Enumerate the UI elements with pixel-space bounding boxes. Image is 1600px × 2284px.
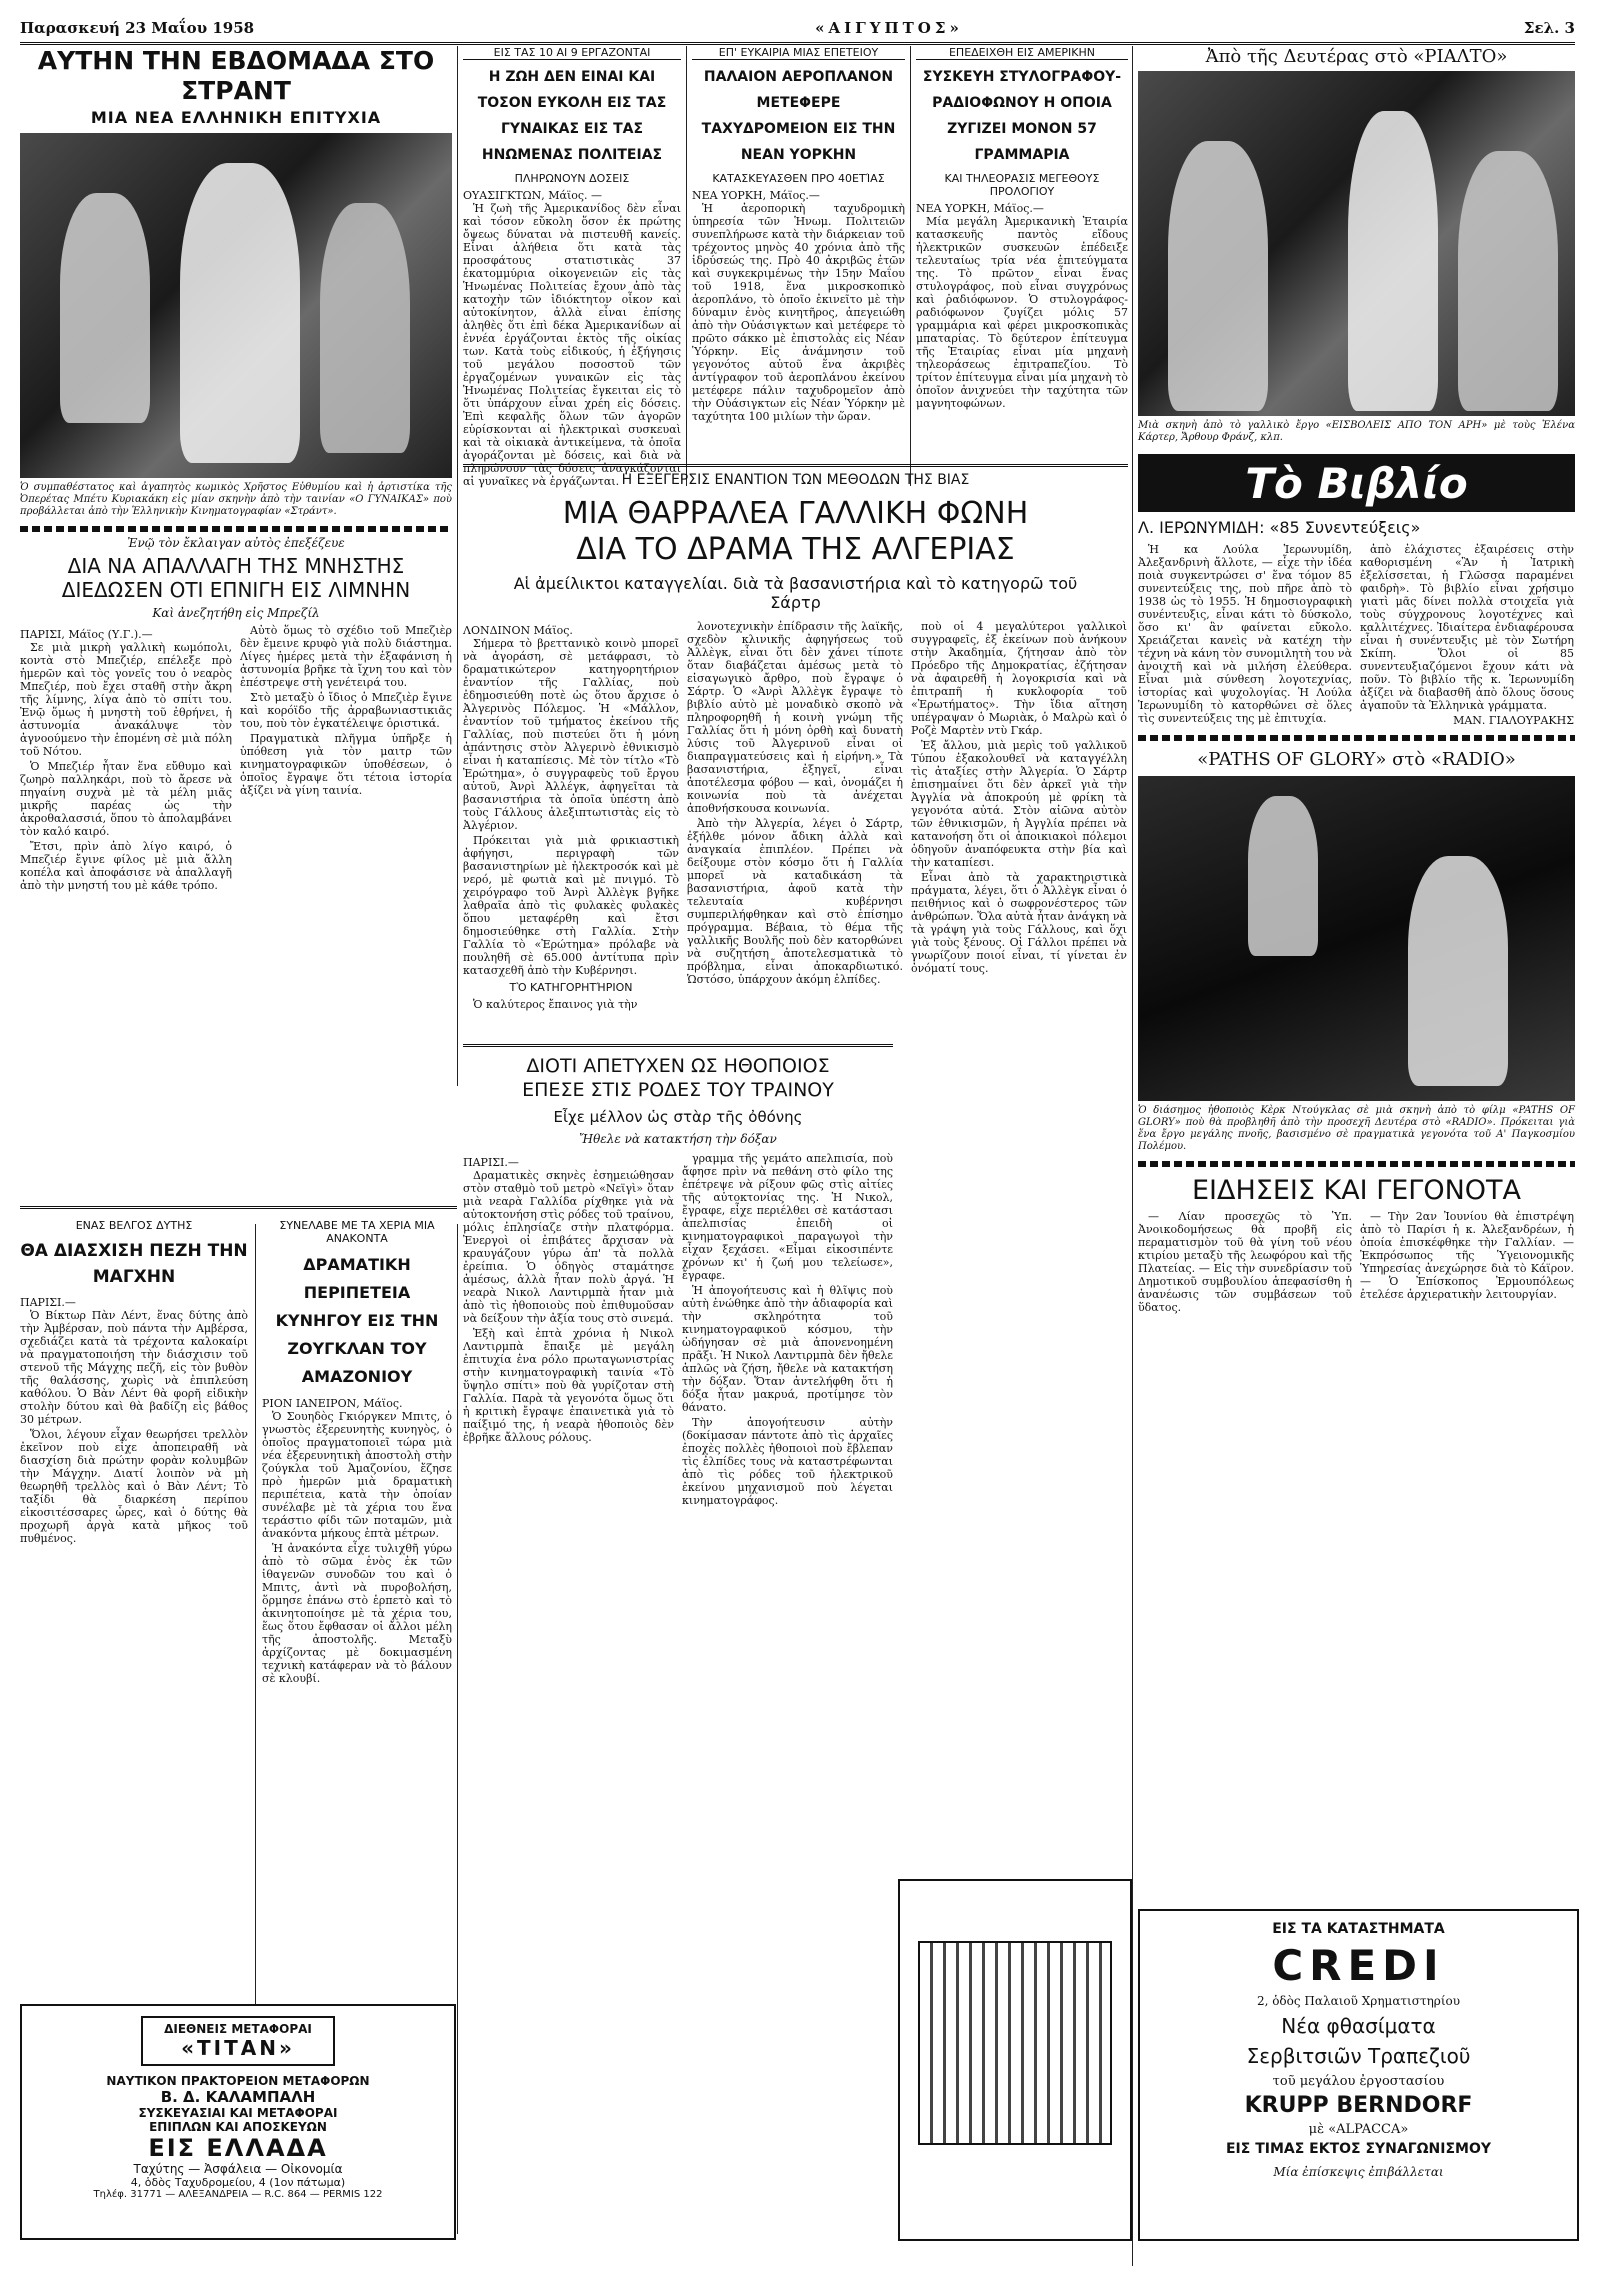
news-col-a: [1138, 1210, 1352, 1316]
titan-line: ΕΠΙΠΛΩΝ ΚΑΙ ΑΠΟΣΚΕΥΩΝ: [149, 2120, 327, 2134]
women-dateline: ΟΥΑΣΙΓΚΤΩΝ, Μάϊος. —: [463, 189, 603, 202]
rialto-caption: Μιὰ σκηνὴ ἀπὸ τὸ γαλλικὸ ἔργο «ΕΙΣΒΟΛΕΙΣ ΑΠΟ ΤΟΝ ΑΡΗ» μὲ τοὺς Ἑλένα Κάρτερ, Ἄρθουρ Φράνζ, κλπ.: [1138, 420, 1575, 443]
column-rule: [457, 1224, 458, 2234]
credi-line: Νέα φθασίματα: [1281, 2014, 1436, 2038]
book-signature: ΜΑΝ. ΓΙΑΛΟΥΡΑΚΗΣ: [1453, 714, 1574, 727]
train-article: [463, 1054, 893, 2234]
algeria-article: [463, 472, 1128, 1037]
radio-photo: [1138, 776, 1575, 1101]
diver-para: Ὅλοι, λέγουν εἶχαν θεωρήσει τρελλὸν ἐκεῖνον ποὺ εἶχε ἀποπειραθῆ νὰ διασχίση διὰ πρώτην φορὰν κολυμβῶν τὴν Μάγχην. Διατί λοιπὸν νὰ μὴ θεωρηθῆ τρελλὸς καὶ ὁ Βὰν Λέντ; Τὸ ταξίδι θὰ διαρκέση περίπου εἰκοσιτέσσαρες ὧρες, καὶ ὁ δύτης θὰ προχωρῆ ἀργὰ κατὰ μῆκος τοῦ πυθμένος.: [20, 1428, 248, 1545]
radio-pen-article: [916, 46, 1128, 456]
women-article: [463, 46, 681, 488]
lake-para: Ἔτσι, πρὶν ἀπὸ λίγο καιρό, ὁ Μπεζιέρ ἔγινε φίλος μὲ μιὰ ἄλλη κοπέλα καὶ ἀποφάσισε νὰ ἀπαλλαγῆ ἀπὸ τὴν μνηστή του μὲ κάθε τρόπο.: [20, 840, 232, 892]
algeria-para: λονοτεχνικὴν ἐπίδρασιν τῆς λαϊκῆς, σχεδὸν κλινικῆς ἀφηγήσεως τοῦ Ἀλλὲγκ, εἶναι ὅτι δὲν χάνει τίποτε ὅταν διαβάζεται ἀμέσως μετὰ τὸ εἰσαγωγικὸ ἄρθρο, ποὺ ἔγραψε ὁ Σάρτρ. Ὁ «Ἀνρὶ Ἀλλὲγκ ἔγραψε τὸ βιβλίο αὐτὸ μὲ μοναδικὸ σκοπὸ νὰ πληροφορηθῆ ἡ κοινὴ γνώμη τῆς Γαλλίας ὅτι ἡ μόνη ὁρθὴ καὶ δυνατὴ λύσις τοῦ Ἀλγερινοῦ εἶναι οἱ διαπραγματεύσεις καὶ ἡ εἰρήνη.» Τὰ βασανιστήρια, ἐξηγεῖ, εἶναι ἀποτέλεσμα φόβου — καὶ, ὀνομάζει ἡ κοινωνία ποὺ τὰ ἀνέχεται ἀποθνήσκουσα κοινωνία.: [687, 620, 903, 815]
algeria-headline-1: ΜΙΑ ΘΑΡΡΑΛΕΑ ΓΑΛΛΙΚΗ ΦΩΝΗ: [562, 496, 1029, 531]
algeria-dateline: ΛΟΝΔΙΝΟΝ Μάϊος.: [463, 624, 573, 637]
diver-para: Ὁ Βίκτωρ Πὰν Λέντ, ἕνας δύτης ἀπὸ τὴν Ἀμβέρσαν, ποὺ πάντα τὴν Αμβέρσα, σχεδιάζει κατὰ τὰ τρέχοντα καλοκαίρι νὰ πραγματοποιήση τὴν διάσχισιν τοῦ στενοῦ τῆς Μάγχης πεζῆ, εἰς τὸν βυθὸν τῆς θαλάσσης, χωρὶς νὰ ἐπιπλεύση καθόλου. Ὁ Βὰν Λέντ θὰ φορῆ εἰδικὴν στολὴν δύτου καὶ θὰ βαδίζη εἰς βάθος 30 μέτρων.: [20, 1309, 248, 1426]
lake-para: Ὁ Μπεζιέρ ἦταν ἕνα εὔθυμο καὶ ζωηρὸ παλληκάρι, ποὺ τὸ ἄρεσε νὰ πηγαίνη συχνὰ μὲ τὰ μέλη μιᾶς μικρῆς παρέας ὡς τὴν ἀκροθαλασσιά, ὅπου τὸ ἀπολαμβάνει τὸν καλό καιρό.: [20, 760, 232, 838]
train-col-b: [682, 1152, 893, 1509]
titan-line: Ταχύτης — Ἀσφάλεια — Οἰκονομία: [133, 2162, 343, 2176]
masthead: [20, 14, 1575, 45]
strand-photo: [20, 133, 452, 478]
train-para: Ἑξὴ καὶ ἑπτὰ χρόνια ἡ Νικολ Λαντιρμπὰ ἔπαιξε μὲ μεγάλη ἐπιτυχία ἐνα ρόλο πρωταγωνιστρίας στὴν κινηματογραφικὴ ταινία «Τὸ ὕψηλο σπίτι» ποὺ θὰ γυρίζοταν στὴ Γαλλία. Παρὰ τὰ γεγονότα ὅμως ὅτι ἡ κριτικὴ ἔγραψε ἐπαινετικὰ γιὰ τὸ παίξιμό της, ἡ νεαρὰ ἠθοποιὸς δὲν ἐβρῆκε ἄλλους ρόλους.: [463, 1327, 674, 1444]
column-rule: [686, 46, 687, 486]
titan-line: ΝΑΥΤΙΚΟΝ ΠΡΑΚΤΟΡΕΙΟΝ ΜΕΤΑΦΟΡΩΝ: [106, 2074, 370, 2088]
book-col-a: [1138, 543, 1352, 727]
diver-headline: ΘΑ ΔΙΑΣΧΙΣΗ ΠΕΖΗ ΤΗΝ ΜΑΓΧΗΝ: [20, 1241, 248, 1287]
titan-line: ΕΙΣ ΕΛΛΑΔΑ: [148, 2134, 328, 2162]
women-subhead: ΠΛΗΡΩΝΟΥΝ ΔΟΣΕΙΣ: [514, 172, 630, 185]
masthead-paper: «ΑΙΓΥΠΤΟΣ»: [815, 19, 963, 37]
lake-kicker: Ἐνῷ τὸν ἔκλαιγαν αὐτὸς ἐπεξέζευε: [127, 536, 345, 550]
book-para: Ἡ κα Λούλα Ἱερωνυμίδη, Ἀλεξανδρινὴ ἄλλοτε, — εἶχε τὴν ἰδέα ποιὰ συγκεντρώσει σ' ἕνα τόμον 85 συνεντεύξεις της, ποὺ πῆρε ἀπὸ τὸ 1938 ὡς τὸ 1955. Ἡ δημοσιογραφικὴ συνέντευξις, εἶναι κάτι τὸ δύσκολο, ὅσο κι' ἂν φαίνεται εὔκολο. Χρειάζεται κανεὶς νὰ κατέχη τὴν τέχνη νὰ κάνη τὸν συνομιλητὴ του νὰ ἀνοιχτῆ καὶ νὰ μιλήση ἐλεύθερα. Εἶναι μιὰ σύνθεση λογοτεχνίας, ἱστορίας καὶ ψυχολογίας. Ἡ Λούλα Ἱερωνυμίδη τὸ κατορθώνει σὲ ὅλες τὶς συνεντεύξεις της μὲ ἐπιτυχία.: [1138, 543, 1352, 725]
lake-body-left: [20, 624, 232, 894]
algeria-para: Ἐξ ἄλλου, μιὰ μερὶς τοῦ γαλλικοῦ Τύπου ἐξακολουθεῖ νὰ καταγγέλλη τὶς ἀταξίες στὴν Ἀλγερία. Ὁ Σάρτρ ἐπισημαίνει ὅτι δὲν ἀρκεῖ γιὰ τὴν Ἀγγλία νὰ ἀποκρούη μὲ φρίκη τὰ γεγονότα αὐτά. Στὸν αἰῶνα αὐτὸν τῶν ἐθνικισμῶν, ἡ Ἀγγλία πρέπει νὰ κατανοήση ὅτι οἱ ἀποικιακοὶ πόλεμοι ὁδηγοῦν ἀναπόφευκτα στὴν βία καὶ τὴν καταπίεσι.: [911, 739, 1127, 869]
column-rule: [1132, 46, 1133, 2266]
titan-line: Τηλέφ. 31771 — ΑΛΕΞΑΝΔΡΕΙΑ — R.C. 864 — PERMIS 122: [93, 2189, 383, 2200]
train-subhead: Εἶχε μέλλον ὡς στὰρ τῆς ὀθόνης: [553, 1108, 803, 1126]
women-kicker: ΕΙΣ ΤΑΣ 10 ΑΙ 9 ΕΡΓΑΖΟΝΤΑΙ: [463, 46, 681, 60]
algeria-col-c: [911, 620, 1127, 1013]
strand-subhead: ΜΙΑ ΝΕΑ ΕΛΛΗΝΙΚΗ ΕΠΙΤΥΧΙΑ: [90, 108, 382, 127]
newspaper-page: [20, 14, 1575, 2264]
algeria-inner-head: ΤῸ ΚΑΤΗΓΟΡΗΤΉΡΙΟΝ: [509, 981, 633, 994]
section-rule: [463, 1044, 893, 1047]
radio-caption: Ὁ διάσημος ἠθοποιὸς Κὲρκ Ντούγκλας σὲ μιὰ σκηνὴ ἀπὸ τὸ φίλμ «PATHS OF GLORY» ποὺ θὰ προβληθῆ ἀπὸ τὴν προσεχῆ Δευτέρα στὸ «RADIO». Πρόκειται γιὰ ἕνα ἔργο μεγάλης πνοῆς, βασισμένο σὲ πραγματικὰ γεγονότα τοῦ Α' Παγκοσμίου Πολέμου.: [1138, 1105, 1575, 1152]
diver-article: [20, 1219, 248, 1989]
column-rule: [457, 46, 458, 1086]
section-rule: [463, 464, 1128, 467]
book-banner: [1138, 454, 1575, 512]
airmail-para: Ἡ ἀεροπορικὴ ταχυδρομικὴ ὑπηρεσία τῶν Ἡνωμ. Πολιτειῶν συνεπλήρωσε κατὰ τὴν διάρκειαν τοῦ τρέχοντος μηνὸς 40 χρόνια ἀπὸ τῆς ἱδρύσεώς της. Πρὸ 40 ἀκριβῶς ἐτῶν καὶ συγκεκριμένως τὴν 15ην Μαΐου τοῦ 1918, ἕνα μικροσκοπικὸ ἀεροπλάνο, τὸ ὁποῖο ἐκινεῖτο μὲ τὴν δύναμιν ἑνὸς κινητῆρος, ἀπεγειώθη ἀπὸ τὴν Οὐάσιγκτων καὶ μετέφερε τὸ πρῶτο σάκκο μὲ ἐπιστολὰς εἰς Νέαν Ὑόρκην. Εἰς ἀνάμνησιν τοῦ γεγονότος αὐτοῦ ἕνα ἀκριβὲς ἀντίγραφον τοῦ ἀεροπλάνου ἐκείνου μετέφερε πάλιν ταχυδρομεῖον ἀπὸ τὴν Οὐάσιγκτων εἰς Νέαν Ὑόρκην μὲ ταχύτητα 100 μιλίων τὴν ὥραν.: [692, 202, 905, 423]
train-para: Δραματικὲς σκηνὲς ἐσημειώθησαν στὸν σταθμὸ τοῦ μετρὸ «Νεϊγὶ» ὅταν μιὰ νεαρὰ Γαλλίδα ρίχθηκε γιὰ νὰ αὐτοκτονήση στὶς ρόδες τοῦ τραίνου, μόλις ἐπλησίαζε στὴν πλατφόρμα. Ἐνεργοὶ οἱ ἐπιβάτες ἄρχισαν νὰ κραυγάζουν γύρω ἀπ' τὰ πολλὰ ἐρείπια. Ὁ ὁδηγὸς σταμάτησε ἀμέσως, ἀλλὰ ἦταν πολὺ ἀργά. Ἡ νεαρὰ Νικολ Λαντιρμπὰ ἦταν μιὰ ἀπὸ τὶς ἠθοποιοὺς ποὺ ἐπιθυμοῦσαν νὰ δείξουν τὴν ἀξία τους στὸ σινεμά.: [463, 1169, 674, 1325]
train-col-a: [463, 1152, 674, 1509]
diver-kicker: ΕΝΑΣ ΒΕΛΓΟΣ ΔΥΤΗΣ: [75, 1219, 193, 1232]
algeria-headline-2: ΔΙΑ ΤΟ ΔΡΑΜΑ ΤΗΣ ΑΛΓΕΡΙΑΣ: [576, 532, 1015, 567]
masthead-date: Παρασκευή 23 Μαΐου 1958: [20, 19, 255, 37]
titan-line: ΣΥΣΚΕΥΑΣΙΑΙ ΚΑΙ ΜΕΤΑΦΟΡΑΙ: [138, 2106, 338, 2120]
algeria-para: Εἶναι ἀπὸ τὰ χαρακτηριστικὰ πράγματα, λέγει, ὅτι ὁ Ἀλλὲγκ εἶναι ὁ πειθήνιος καὶ ὁ σωφρονέστερος τῶν ἀνθρώπων. Ὅλα αὐτὰ ἦταν ἀνάγκη νὰ τὰ γράψη γιὰ τοὺς Γάλλους, καὶ ὅχι γιὰ τοὺς ξένους. Οἱ Γάλλοι πρέπει νὰ γνωρίζουν ποιοί εἶναι, τί γίνεται ἐν ὀνόματί τους.: [911, 871, 1127, 975]
airmail-headline: ΠΑΛΑΙΟΝ ΑΕΡΟΠΛΑΝΟΝ ΜΕΤΕΦΕΡΕ ΤΑΧΥΔΡΟΜΕΙΟΝ ΕΙΣ ΤΗΝ ΝΕΑΝ ΥΟΡΚΗΝ: [701, 69, 896, 163]
washer-ad: [898, 1879, 1132, 2241]
train-dateline: ΠΑΡΙΣΙ.—: [463, 1156, 519, 1169]
titan-ad: [20, 2004, 456, 2240]
women-headline: Η ΖΩΗ ΔΕΝ ΕΙΝΑΙ ΚΑΙ ΤΟΣΟΝ ΕΥΚΟΛΗ ΕΙΣ ΤΑΣ ΓΥΝΑΙΚΑΣ ΕΙΣ ΤΑΣ ΗΝΩΜΕΝΑΣ ΠΟΛΙΤΕΙΑΣ: [477, 69, 667, 163]
credi-line: KRUPP BERNDORF: [1244, 2093, 1473, 2118]
radio-pen-dateline: ΝΕΑ ΥΟΡΚΗ, Μάϊος.—: [916, 202, 1044, 215]
book-para: ἀπὸ ἐλάχιστες ἐξαιρέσεις στὴν καθορισμένη «Ἂν ἡ Ἰατρικὴ ἐξελίσσεται, ἡ Γλῶσσα παραμένει φαιδρὴ». Τὸ βιβλίο εἶναι χρήσιμο γιατὶ μᾶς δίνει πολλὰ στοιχεῖα γιὰ τοὺς σύγχρονους λογοτέχνες καὶ καλλιτέχνες. Ἰδιαίτερα ἐνδιαφέρουσα εἶναι ἡ συνέντευξις μὲ τὸν Σωτήρη Σκίπη. Ὅλοι οἱ 85 συνεντευξιαζόμενοι ἔχουν κάτι νὰ ποῦν. Τὸ βιβλίο τῆς κ. Ἱερωνυμίδη ἀξίζει νὰ διαβασθῆ ἀπὸ ὅλους ὅσους ἀγαποῦν τὰ Ἑλληνικὰ γράμματα.: [1360, 543, 1574, 712]
titan-line: Β. Δ. ΚΑΛΑΜΠΑΛΗ: [160, 2088, 316, 2106]
radio-pen-subhead: ΚΑΙ ΤΗΛΕΟΡΑΣΙΣ ΜΕΓΕΘΟΥΣ ΠΡΟΛΟΓΙΟΥ: [944, 172, 1100, 198]
credi-line: τοῦ μεγάλου ἐργοστασίου: [1272, 2074, 1445, 2089]
lake-para: Στὸ μεταξὺ ὁ ἴδιος ὁ Μπεζιὲρ ἔγινε καὶ κορόϊδο τῆς ἀρραβωνιαστικιᾶς του, ποὺ τὸν ἐγκατέλειψε ὁριστικά.: [240, 691, 452, 730]
algeria-para: Πρόκειται γιὰ μιὰ φρικιαστικὴ ἀφήγησι, περιγραφὴ τῶν βασανιστηρίων μὲ ἠλεκτροσόκ καὶ μὲ νερό, μὲ φωτιὰ καὶ μὲ πνιγμό. Τὸ χειρόγραφο τοῦ Ἀνρὶ Ἀλλὲγκ βγῆκε λαθραῖα ἀπὸ τὶς φυλακὲς φυλακὲς ὅπου μεταφέρθη καὶ ἔτσι δημοσιεύθηκε στὴ Γαλλία. Στὴν Γαλλία τὸ «Ἐρώτημα» πρόλαβε νὰ πουληθῆ σὲ 65.000 ἀντίτυπα πρὶν κατασχεθῆ ἀπὸ τὴν Κυβέρνησι.: [463, 834, 679, 977]
train-headline-2: ΕΠΕΣΕ ΣΤΙΣ ΡΟΔΕΣ ΤΟΥ ΤΡΑΙΝΟΥ: [522, 1079, 834, 1101]
lake-subhead: Καὶ ἀνεζητήθη εἰς Μπρεζίλ: [152, 606, 320, 620]
strand-caption: Ὁ συμπαθέστατος καὶ ἀγαπητὸς κωμικὸς Χρῆστος Εὐθυμίου καὶ ἡ ἀρτιστίκα τῆς Ὀπερέτας Μπέτυ Κυριακάκη εἰς μίαν σκηνὴν ἀπὸ τὴν ταινίαν «Ο ΓΥΝΑΙΚΑΣ» ποὺ προβάλλεται ἀπὸ τὴν Ἑλληνικὴν Κινηματογραφίαν «Στράντ».: [20, 482, 452, 517]
airmail-article: [692, 46, 905, 456]
rialto-heading: Ἀπὸ τῆς Δευτέρας στὸ «ΡΙΑΛΤΟ»: [1205, 46, 1508, 67]
anaconda-para: Ἡ ἀνακόντα εἶχε τυλιχθῆ γύρω ἀπὸ τὸ σῶμα ἑνὸς ἐκ τῶν ἰθαγενῶν συνοδῶν του καὶ ὁ Μπιτς, ἀντὶ νὰ πυροβολήση, ὅρμησε ἐπάνω στὸ ἑρπετὸ καὶ τὸ ἀκινητοποίησε μὲ τὰ χέρια του, ἕως ὅτου ἔφθασαν οἱ ἄλλοι μέλη τῆς ἀποστολῆς. Μεταξὺ ἀρχίζοντας μὲ δοκιμασμένη τεχνικὴ κατάφεραν νὰ τὸ βάλουν σὲ κλουβί.: [262, 1542, 452, 1685]
titan-line: 4, ὁδὸς Ταχυδρομείου, 4 (1ον πάτωμα): [130, 2176, 346, 2189]
algeria-col-a: [463, 620, 679, 1013]
algeria-subhead: Αἱ ἀμείλικτοι καταγγελίαι. διὰ τὰ βασανιστήρια καὶ τὸ κατηγορῶ τοῦ Σάρτρ: [513, 574, 1078, 612]
algeria-para: ποὺ οἱ 4 μεγαλύτεροι γαλλικοὶ συγγραφεῖς, ἐξ ἐκείνων ποὺ ἀνήκουν στὴν Ἀκαδημία, ζήτησαν ἀπὸ τὸν Πρόεδρο τῆς Δημοκρατίας, ἐζήτησαν νὰ ἀφαιρεθῆ ἡ λογοκρισία καὶ νὰ ἐπιτραπῆ ἡ κυκλοφορία τοῦ «Ἐρωτήματος». Τὴν ἴδια αἴτηση υπέγραψαν ὁ Μωριὰκ, ὁ Μαλρὼ καὶ ὁ Ροζὲ Μαρτὲν ντὺ Γκάρ.: [911, 620, 1127, 737]
anaconda-dateline: ΡΙΟΝ ΙΑΝΕΙΡΟΝ, Μάϊος.: [262, 1397, 403, 1410]
strand-headline: ΑΥΤΗΝ ΤΗΝ ΕΒΔΟΜΑΔΑ ΣΤΟ ΣΤΡΑΝΤ: [37, 46, 435, 105]
divider: [1138, 735, 1575, 741]
anaconda-headline: ΔΡΑΜΑΤΙΚΗ ΠΕΡΙΠΕΤΕΙΑ ΚΥΝΗΓΟΥ ΕΙΣ ΤΗΝ ΖΟΥΓΚΛΑΝ ΤΟΥ ΑΜΑΖΟΝΙΟΥ: [275, 1255, 439, 1386]
lake-body-right: [240, 624, 452, 894]
divider: [1138, 1161, 1575, 1167]
book-col-b: [1360, 543, 1574, 727]
algeria-kicker: Η ΕΞΕΓΕΡΣΙΣ ΕΝΑΝΤΙΟΝ ΤΩΝ ΜΕΘΟΔΩΝ ΤΗΣ ΒΙΑΣ: [621, 472, 970, 488]
algeria-col-b: [687, 620, 903, 1013]
radio-heading: «PATHS OF GLORY» στὸ «RADIO»: [1197, 749, 1516, 770]
book-title: Λ. ΙΕΡΩΝΥΜΙΔΗ: «85 Συνεντεύξεις»: [1138, 518, 1421, 537]
news-heading: ΕΙΔΗΣΕΙΣ ΚΑΙ ΓΕΓΟΝΟΤΑ: [1191, 1175, 1522, 1206]
lake-para: Αὐτὸ ὅμως τὸ σχέδιο τοῦ Μπεζιὲρ δὲν ἔμεινε κρυφὸ γιὰ πολὺ διάστημα. Λίγες ἡμέρες μετὰ τὴν ἐξαφάνιση ἡ ἀστυνομία βρῆκε τὰ ἴχνη του καὶ τὸν ἐπέστρεψε στὴ γενέτειρά του.: [240, 624, 452, 689]
news-col-b: [1360, 1210, 1574, 1316]
news-para: — Λίαν προσεχῶς τὸ Ὑπ. Ἀνοικοδομήσεως θὰ προβῆ εἰς περαματισμὸν τοῦ θὰ γίνη τοῦ νέου κτιρίου μεταξὺ τῆς λεωφόρου καὶ τῆς Πλατείας. — Εἰς τὴν συνεδρίασιν τοῦ Δημοτικοῦ συμβουλίου ἀπεφασίσθη ἡ ἀνανέωσις τῶν συμβάσεων τοῦ ὕδατος.: [1138, 1210, 1352, 1314]
book-banner-text: Τὸ Βιβλίο: [1245, 458, 1468, 508]
algeria-para: Ἀπὸ τὴν Ἀλγερία, λέγει ὁ Σάρτρ, ἐξήλθε μόνον ἄδικη ἀλλὰ καὶ ἀναγκαία ἐπιπλέον. Πρέπει νὰ δείξουμε στὸν κόσμο ὅτι ἡ Γαλλία μπορεῖ νὰ καταδικάση τὰ βασανιστήρια, ἀφοῦ κατὰ τὴν τελευταία κυβέρνησι συμπεριλήφθηκαν καὶ στὸ ἐπίσημο πρόγραμμα. Βέβαια, τὸ θέμα τῆς γαλλικῆς Βουλῆς ποὺ δὲν κατορθώνει νὰ συζητήση ἀποτελεσματικὰ τὸ πρόβλημα, εἶναι ἀποκαρδιωτικό. Ὡστόσο, ὑπάρχουν ἀκόμη ἐλπίδες.: [687, 817, 903, 986]
train-para: Τὴν ἀπογοήτευσιν αὐτὴν (δοκίμασαν πάντοτε ἀπὸ τὶς ἀρχαῖες ἐποχὲς πολλὲς ἠθοποιοὶ ποὺ ἔβλεπαν τὶς ἐλπίδες τους νὰ καταστρέφωνται ἀπὸ τὶς ρόδες τοῦ ἠλεκτρικοῦ ἐκείνου μηχανισμοῦ ποὺ λέγεται κινηματογράφος.: [682, 1416, 893, 1507]
diver-dateline: ΠΑΡΙΣΙ.—: [20, 1296, 76, 1309]
radio-pen-kicker: ΕΠΕΔΕΙΧΘΗ ΕΙΣ ΑΜΕΡΙΚΗΝ: [916, 46, 1128, 60]
credi-ad: [1138, 1909, 1579, 2241]
credi-addr: 2, ὁδὸς Παλαιοῦ Χρηματιστηρίου: [1256, 1994, 1461, 2008]
train-headline-1: ΔΙΟΤΙ ΑΠΕΤΥΧΕΝ ΩΣ ΗΘΟΠΟΙΟΣ: [526, 1055, 830, 1077]
algeria-para: Σήμερα τὸ βρεττανικὸ κοινὸ μπορεῖ νὰ ἀγοράση, σὲ μετάφρασι, τὸ δραματικώτερον κατηγορητήριον ἐναντίον τῆς Γαλλίας, ποὺ ἐδημοσιεύθη ποτὲ ὡς ὅτου ἄρχισε ὁ Ἀλγερινὸς Πόλεμος. Ἡ «Μάλλον, ἐναντίον τοῦ τμήματος ἐκείνου τῆς Γαλλίας, ποὺ πιστεύει ὅτι ἡ μόνη ἀπάντησις στὸν Ἀλγερινὸ ἐθνικισμὸ εἶναι ἡ καταπίεσις. Μὲ τὸν τίτλο «Τὸ Ἐρώτημα», ὁ συγγραφεὺς τοῦ ἔργου αὐτοῦ, Ἀνρὶ Ἀλλέγκ, ἀφηγεῖται τὰ βασανιστήρια τὰ ὁποῖα ὑπέστη ἀπὸ τοὺς Γάλλους ἀλεξιπτωτιστὰς εἰς τὸ Ἀλγέριον.: [463, 637, 679, 832]
anaconda-para: Ὁ Σουηδὸς Γκιόργκεν Μπιτς, ὁ γνωστὸς ἐξερευνητὴς κυνηγὸς, ὁ ὁποῖος πραγματοποιεῖ τώρα μιὰ νέα ἐξερευνητικὴ ἀποστολὴ στὴν ζούγκλα τοῦ Ἀμαζονίου, ἔζησε πρὸ ἡμερῶν μιὰ δραματικὴ περιπέτεια, κατὰ τὴν ὁποίαν συνέλαβε μὲ τὰ χέρια του ἕνα τεράστιο φίδι τῶν ποταμῶν, μιὰ ἀνακόντα μήκους ἑπτὰ μέτρων.: [262, 1410, 452, 1540]
lake-headline: ΔΙΑ ΝΑ ΑΠΑΛΛΑΓΗ ΤΗΣ ΜΝΗΣΤΗΣ ΔΙΕΔΩΣΕΝ ΟΤΙ ΕΠΝΙΓΗ ΕΙΣ ΛΙΜΝΗΝ: [61, 554, 411, 602]
credi-line: ΕΙΣ ΤΙΜΑΣ ΕΚΤΟΣ ΣΥΝΑΓΩΝΙΣΜΟΥ: [1225, 2141, 1491, 2157]
airmail-kicker: ΕΠ' ΕΥΚΑΙΡΙΑ ΜΙΑΣ ΕΠΕΤΕΙΟΥ: [692, 46, 905, 60]
airmail-subhead: ΚΑΤΑΣΚΕΥΑΣΘΕΝ ΠΡΟ 40ΕΤΊΑΣ: [712, 172, 885, 185]
radio-pen-para: Μία μεγάλη Ἀμερικανικὴ Ἑταιρία κατασκευῆς παντὸς εἴδους ἠλεκτρικῶν συσκευῶν ἐπέδειξε τελευταίως τρία νέα ἐπιτεύγματα της. Τὸ πρῶτον εἶναι ἕνας στυλογράφος, ποὺ εἶναι συγχρόνως καὶ ῥαδιόφωνον. Ὁ στυλογράφος-ραδιόφωνον ζυγίζει μόλις 57 γραμμάρια καὶ φέρει μικροσκοπικὰς μπαταρίας. Τὸ δεύτερον ἐπίτευγμα τῆς Ἑταιρίας εἶναι μία μηχανὴ τηλεοράσεως ἐπιτραπεζίου. Τὸ τρίτον ἐπίτευγμα εἶναι μία μηχανὴ τὸ ὁποῖον ἀνιχνεύει τὴν ταχύτητα τῶν μαγνητοφώνων.: [916, 215, 1128, 410]
masthead-page: Σελ. 3: [1523, 19, 1575, 37]
credi-line: μὲ «ALPACCA»: [1308, 2122, 1409, 2137]
train-kicker: Ἤθελε νὰ κατακτήση τὴν δόξαν: [579, 1132, 777, 1146]
credi-line: Μία ἐπίσκεψις ἐπιβάλλεται: [1273, 2165, 1444, 2179]
column-rule: [910, 46, 911, 486]
lake-para: Σε μιὰ μικρὴ γαλλικὴ κωμόπολι, κοντὰ στὸ Μπεζιέρ, επέλεξε πρὸ ἡμερῶν καὶ τὸς γονεῖς του ὁ νεαρὸς Μπεζιέρ, ποὺ ἔχει σταθῆ στὴν ἄκρη τῆς λίμνης, λίγα ἀπὸ τὸ σπίτι του. Ἐνῷ ὅμως ἡ μνηστὴ τοῦ ἐθρήνει, ἡ ἀστυνομία ἀνακάλυψε τὸν ἀγνοούμενο τὴν ἑπομένη σὲ μιὰ πόλη τοῦ Νότου.: [20, 641, 232, 758]
airmail-dateline: ΝΕΑ ΥΟΡΚΗ, Μάϊος.—: [692, 189, 820, 202]
credi-line: Σερβιτσιῶν Τραπεζιοῦ: [1246, 2044, 1471, 2068]
titan-name: «ΤΙΤΑΝ»: [181, 2036, 295, 2060]
divider: [20, 526, 452, 532]
section-rule: [20, 1206, 457, 1209]
titan-kicker: ΔΙΕΘΝΕΙΣ ΜΕΤΑΦΟΡΑΙ: [164, 2022, 312, 2036]
lake-dateline: ΠΑΡΙΣΙ, Μάϊος (Υ.Γ.).—: [20, 628, 153, 641]
news-para: — Τὴν 2αν Ἰουνίου θὰ ἐπιστρέψη ἀπὸ τὸ Παρίσι ἡ κ. Ἀλεξανδρέων, ἡ ὁποία ἐπισκέφθηκε τὴν Γαλλίαν. — Ἐκπρόσωπος τῆς Ὑγειονομικῆς Ὑπηρεσίας ἀνεχώρησε διὰ τὸ Κάϊρον. — Ὁ Ἐπίσκοπος Ἐρμουπόλεως ἐτελέσε ἀρχιερατικὴν λειτουργίαν.: [1360, 1210, 1574, 1301]
anaconda-kicker: ΣΥΝΕΛΑΒΕ ΜΕ ΤΑ ΧΕΡΙΑ ΜΙΑ ΑΝΑΚΟΝΤΑ: [279, 1219, 435, 1245]
credi-kicker: ΕΙΣ ΤΑ ΚΑΤΑΣΤΗΜΑΤΑ: [1272, 1921, 1445, 1937]
radio-pen-headline: ΣΥΣΚΕΥΗ ΣΤΥΛΟΓΡΑΦΟΥ-ΡΑΔΙΟΦΩΝΟΥ Η ΟΠΟΙΑ ΖΥΓΙΖΕΙ ΜΟΝΟΝ 57 ΓΡΑΜΜΑΡΙΑ: [922, 69, 1122, 163]
train-para: γραμμα τῆς γεμάτο απελπισία, ποὺ ἄφησε πρὶν νὰ πεθάνη στὸ φίλο της ἐπέτρεψε νὰ ρίξουν φῶς στὶς αἰτίες τῆς αὐτοκτονίας της. Ἡ Νικολ, ἔγραφε, εἶχε περιέλθει σὲ κατάστασι ἀπελπισίας ἐπειδὴ οἱ κινηματογραφικοὶ παραγωγοὶ τὴν εἶχαν ξεχάσει. «Εἶμαι εἰκοσιπέντε χρόνων κι' ἡ ζωή μου τελείωσε», ἔγραφε.: [682, 1152, 893, 1282]
women-para: Ἡ ζωὴ τῆς Ἀμερικανίδος δὲν εἶναι καὶ τόσον εὔκολη ὅσον ἐκ πρώτης ὄψεως δύναται νὰ πιστευθῆ κανείς. Εἶναι ἀλήθεια ὅτι κατὰ τὰς προσφάτους στατιστικὰς 37 ἑκατομμύρια οἰκογενειῶν εἰς τὰς Ἡνωμένας Πολιτείας ἔχουν ἀπὸ τὰς κατοχὴν τῶν ἰδιόκτητον οἶκον καὶ αὐτοκίνητον, ἀλλὰ εἶναι ἐπίσης ἀληθὲς ὅτι ἐπὶ δέκα Ἀμερικανίδων αἱ ἐννέα ἐργάζονται ἐκτὸς τῆς οἰκίας των. Κατὰ τοὺς εἰδικούς, ἡ ἐξήγησις τοῦ μεγάλου ποσοστοῦ τῶν ἐργαζομένων γυναικῶν εἰς τὰς Ἡνωμένας Πολιτείας ἔγκειται εἰς τὸ ὅτι ὑπάρχουν εἶναι χρέη εἰς δόσεις. Ἐπὶ κεφαλῆς ὅλων τῶν ἀγορῶν εὑρίσκονται αἱ ἠλεκτρικαὶ συσκευαὶ καὶ τὰ οἰκιακὰ ἀντικείμενα, τὰ ὁποῖα ἀγοράζονται μὲ δόσεις, καὶ διὰ νὰ πληρώνουν τὰς δόσεις ἀναγκάζονται αἱ γυναῖκες νὰ ἐργάζωνται.: [463, 202, 681, 488]
credi-brand: CREDI: [1272, 1941, 1445, 1990]
col1: [20, 46, 452, 1221]
algeria-para: Ὁ καλύτερος ἔπαινος γιὰ τὴν: [473, 998, 638, 1011]
washer-illustration: [918, 1941, 1112, 2145]
lake-para: Πραγματικὰ πλῆγμα ὑπῆρξε ἡ ὑπόθεση γιὰ τὸν μαιτρ τῶν κινηματογραφικῶν ὑποθέσεων, ὁ ὁποῖος ἔγραψε ὅτι τέτοια ἱστορία ἀξίζει νὰ γίνη ταινία.: [240, 732, 452, 797]
rialto-photo: [1138, 71, 1575, 416]
anaconda-article: [262, 1219, 452, 1989]
train-para: Ἡ ἀπογοήτευσις καὶ ἡ θλῖψις ποὺ αὐτὴ ἐνώθηκε ἀπὸ τὴν ἀδιαφορία καὶ τὴν σκληρότητα τοῦ κινηματογραφικοῦ κόσμου, τὴν ὡδήγησαν σὲ μιὰ ἀπονενοημένη πρᾶξι. Ἡ Νικολ Λαντιρμπὰ δὲν ἤθελε ἁπλῶς νὰ ζήση, ἤθελε νὰ κατακτήση τὴν δόξαν. Ὅταν ἀντελήφθη ὅτι ἡ δόξα ἦταν μακρυά, προτίμησε τὸν θάνατο.: [682, 1284, 893, 1414]
